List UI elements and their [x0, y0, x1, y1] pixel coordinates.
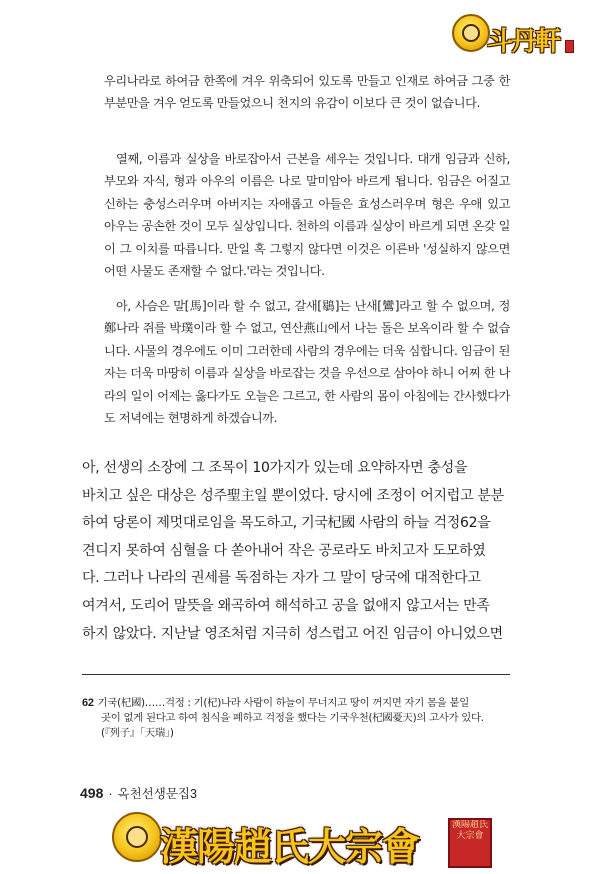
footnote-line-3: (『列子』「天瑞」) [101, 727, 174, 739]
body-line: 바치고 싶은 대상은 성주聖主일 뿐이었다. 당시에 조정이 어지럽고 분분 [82, 487, 504, 504]
folio-separator: · [108, 787, 113, 801]
page-number: 498 [80, 785, 104, 801]
body-line: 하여 당론이 제멋대로임을 목도하고, 기국杞國 사람의 하늘 걱정62을 [82, 515, 491, 532]
body-line: 아, 선생의 소장에 그 조목이 10가지가 있는데 요약하자면 충성을 [82, 460, 468, 476]
footnote [82, 696, 512, 741]
footnote-divider [82, 674, 510, 675]
top-logo-text: 斗丹軒 [487, 27, 560, 57]
footnote-line-1: 기국(杞國)……걱정 : 기(杞)나라 사람이 하늘이 무너지고 땅이 꺼지면 자기 몸을 붙일 [97, 697, 469, 709]
body-line: 다. 그러나 나라의 권세를 독점하는 자가 그 말이 당국에 대적한다고 [82, 570, 481, 587]
quote-paragraph-1: 우리나라로 하여금 한쪽에 겨우 위축되어 있도록 만들고 인재로 하여금 그중 한 부분만을 겨우 얻도록 만들었으니 천지의 유감이 이보다 큰 것이 없습니다. [104, 74, 510, 111]
footnote-line-2: 곳이 없게 된다고 하여 침식을 폐하고 걱정을 했다는 기국우천(杞國憂天)의 고사가 있다. [101, 712, 484, 724]
footnote-number: 62 [82, 697, 94, 709]
page-folio [80, 784, 197, 802]
body-line: 견디지 못하여 심혈을 다 쏟아내어 작은 공로라도 바치고자 도모하였 [82, 542, 486, 559]
quote-paragraph-3: 아, 사슴은 말[馬]이라 할 수 없고, 갈새[鶡]는 난새[鸞]라고 할 수 없으며, 정鄭나라 쥐를 박璞이라 할 수 없고, 연산燕山에서 나는 돌은 보옥이라 할 수 없습니다. 사물의 경우에도 이미 그러한데 사람의 경우에는 더욱 심합니다. 임금이 된 자는 더욱 마땅히 이름과 실상을 바로잡는 것을 우선으로 삼아야 하니 어찌 한 나라의 일이 어제는 옳다가도 오늘은 그르고, 한 사람의 몸이 아침에는 간사했다가도 저녁에는 현명하게 하겠습니까. [104, 299, 510, 426]
body-line: 하지 않았다. 지난날 영조처럼 지극히 성스럽고 어진 임금이 아니었으면 [82, 625, 503, 642]
top-logo-seal-icon [452, 14, 490, 52]
bottom-logo-text: 漢陽趙氏大宗會 [160, 824, 420, 869]
bottom-logo-seal-icon [112, 812, 162, 862]
body-line: 여겨서, 도리어 말뜻을 왜곡하여 해석하고 공을 없애지 않고서는 만족 [82, 597, 490, 614]
book-title: 옥천선생문집3 [117, 787, 197, 801]
bottom-logo-stamp: 漢陽趙氏大宗會 [448, 818, 492, 868]
body-paragraph [82, 455, 510, 648]
quote-paragraph-2: 열째, 이름과 실상을 바로잡아서 근본을 세우는 것입니다. 대개 임금과 신하, 부모와 자식, 형과 아우의 이름은 나로 말미암아 바르게 됩니다. 임금은 어질고 신하는 충성스러우며 아버지는 자애롭고 아들은 효성스러우며 형은 우애 있고 아우는 공손한 것이 모두 실상입니다. 천하의 이름과 실상이 바르게 되면 온갖 일이 그 이치를 따릅니다. 만일 혹 그렇지 않다면 이것은 이른바 '성실하지 않으면 어떤 사물도 존재할 수 없다.'라는 것입니다. [104, 152, 510, 279]
top-logo-stamp-icon [565, 40, 574, 53]
